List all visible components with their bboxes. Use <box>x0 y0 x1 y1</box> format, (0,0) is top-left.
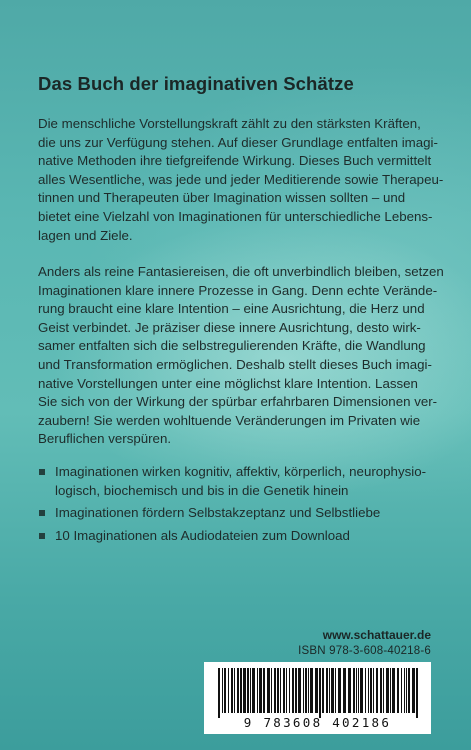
barcode-bar <box>412 668 415 713</box>
barcode-bar <box>406 668 407 713</box>
barcode-bar <box>274 668 276 713</box>
text-line: lagen und Ziele. <box>38 227 133 243</box>
list-item <box>38 527 448 546</box>
barcode-bar <box>319 668 321 718</box>
barcode-bar <box>280 668 281 713</box>
text-line: rung braucht eine klare Intention – eine Ausrichtung, die Herz und <box>38 301 425 317</box>
barcode-bar <box>267 668 270 713</box>
barcode-bar <box>338 668 341 713</box>
barcode <box>204 662 431 734</box>
text-line: tinnen und Therapeuten über Imagination wissen sollten – und <box>38 190 406 206</box>
barcode-bar <box>252 668 255 713</box>
barcode-bar <box>250 668 251 713</box>
barcode-bar <box>240 668 242 713</box>
barcode-bar <box>315 668 318 713</box>
barcode-bar <box>329 668 330 713</box>
list-item <box>38 463 448 500</box>
barcode-bar <box>277 668 279 713</box>
square-bullet-icon <box>39 469 45 475</box>
text-line: native Vorstellungen unter eine möglichst klare Intention. Lassen <box>38 375 418 391</box>
intro-paragraph <box>38 115 444 245</box>
text-line: Beruflichen verspüren. <box>38 431 172 447</box>
barcode-bar <box>380 668 382 713</box>
barcode-bar <box>404 668 405 713</box>
barcode-bar <box>401 668 402 713</box>
text-line: Geist verbindet. Je präziser diese innere Ausrichtung, desto wirk- <box>38 319 421 335</box>
book-title: Das Buch der imaginativen Schätze <box>38 73 354 94</box>
text-line: und Transformation ermöglichen. Deshalb stellt dieses Buch imagi- <box>38 356 432 372</box>
barcode-bar <box>224 668 226 713</box>
text-line: die uns zur Verfügung stehen. Auf dieser Grundlage entfalten imagi- <box>38 134 438 150</box>
barcode-bar <box>298 668 301 713</box>
barcode-bar <box>353 668 355 713</box>
square-bullet-icon <box>39 533 45 539</box>
barcode-bar <box>348 668 351 713</box>
text-line: Anders als reine Fantasiereisen, die oft unverbindlich bleiben, setzen <box>38 264 444 279</box>
barcode-bar <box>257 668 258 713</box>
barcode-bar <box>231 668 233 713</box>
list-item-text: Imaginationen fördern Selbstakzeptanz und Selbstliebe <box>55 505 381 521</box>
text-line: samer entfalten sich die selbstregulierenden Kräfte, die Wandlung <box>38 338 426 354</box>
barcode-bar <box>326 668 328 713</box>
barcode-bar <box>373 668 374 713</box>
text-line: Die menschliche Vorstellungskraft zählt zu den stärksten Kräften, <box>38 116 421 131</box>
barcode-bar <box>234 668 235 713</box>
barcode-bar <box>310 668 313 713</box>
text-line: zaubern! Sie werden wohltuende Veränderungen im Privaten wie <box>38 412 421 428</box>
barcode-bar <box>292 668 294 713</box>
list-item-text: 10 Imaginationen als Audiodateien zum Download <box>55 527 350 543</box>
barcode-bar <box>408 668 410 713</box>
barcode-bar <box>390 668 391 713</box>
barcode-bar <box>218 668 220 718</box>
barcode-bar <box>322 668 324 713</box>
square-bullet-icon <box>39 510 45 516</box>
barcode-bar <box>343 668 346 713</box>
list-item <box>38 504 448 523</box>
isbn-number: ISBN 978-3-608-40218-6 <box>298 645 431 657</box>
text-line: bietet eine Vielzahl von Imaginationen für unterschiedliche Lebens- <box>38 208 433 224</box>
barcode-bar <box>295 668 297 713</box>
barcode-bar <box>263 668 265 713</box>
barcode-bar <box>365 668 366 713</box>
body-paragraph <box>38 263 444 449</box>
barcode-bar <box>305 668 307 713</box>
barcode-bar <box>386 668 389 713</box>
barcode-bar <box>237 668 239 713</box>
barcode-bar <box>243 668 246 713</box>
barcode-bar <box>286 668 287 713</box>
text-line: alles Wesentliche, was jede und jeder Meditierende sowie Therapeu- <box>38 171 444 187</box>
barcode-bar <box>392 668 395 713</box>
barcode-bar <box>397 668 399 713</box>
barcode-bar <box>376 668 378 713</box>
text-line: Imaginationen klare innere Prozesse in Gang. Denn echte Verände- <box>38 282 438 298</box>
barcode-bar <box>308 668 309 713</box>
publisher-website: www.schattauer.de <box>322 628 431 642</box>
barcode-bar <box>360 668 363 713</box>
feature-list <box>38 463 448 549</box>
barcode-bar <box>259 668 262 713</box>
text-line: native Methoden ihre tiefgreifende Wirkung. Dieses Buch vermittelt <box>38 153 432 169</box>
barcode-bar <box>335 668 336 713</box>
text-line: Sie sich von der Wirkung der spürbar erfahrbaren Dimensionen ver- <box>38 394 438 410</box>
barcode-bar <box>383 668 384 713</box>
barcode-bar <box>368 668 369 713</box>
barcode-bar <box>303 668 304 713</box>
barcode-bar <box>289 668 290 713</box>
barcode-bar <box>271 668 272 713</box>
barcode-bar <box>228 668 229 713</box>
barcode-bar <box>331 668 334 713</box>
barcode-bar <box>247 668 249 713</box>
barcode-bar <box>356 668 357 713</box>
barcode-bar <box>416 668 418 718</box>
list-item-text: logisch, biochemisch und bis in die Genetik hinein <box>55 482 349 498</box>
barcode-bar <box>358 668 359 713</box>
barcode-bar <box>222 668 223 713</box>
barcode-bar <box>370 668 372 713</box>
barcode-digits: 9 783608 402186 <box>243 715 392 730</box>
list-item-text: Imaginationen wirken kognitiv, affektiv, körperlich, neurophysio- <box>55 464 427 479</box>
barcode-bar <box>283 668 285 713</box>
